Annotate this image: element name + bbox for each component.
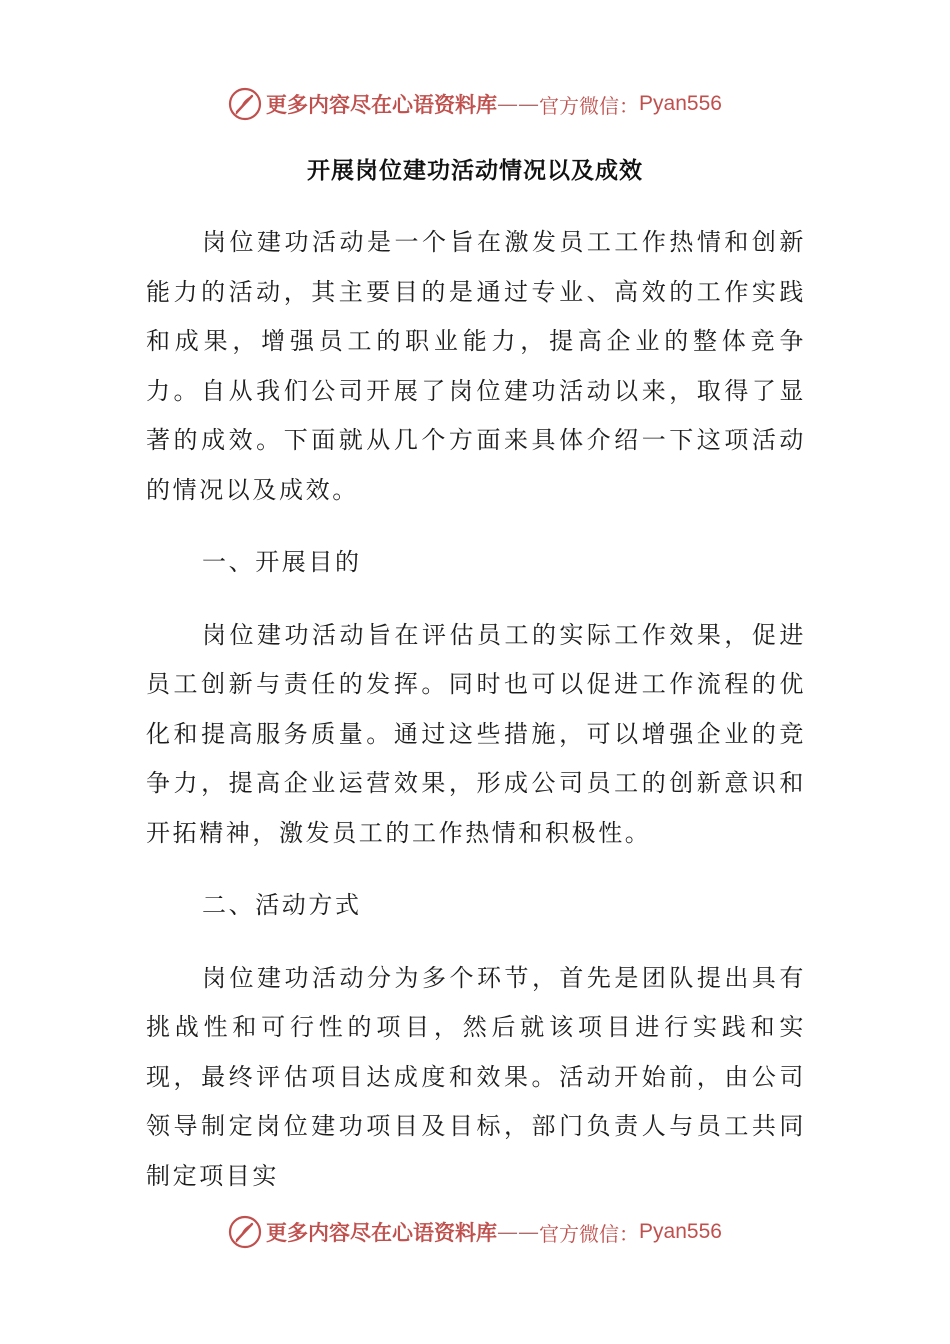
banner-wechat-label: 官方微信：	[539, 93, 640, 118]
section-heading-method: 二、活动方式	[202, 891, 362, 919]
banner-wechat-label: 官方微信：	[539, 1221, 640, 1246]
section-body-purpose: 岗位建功活动旨在评估员工的实际工作效果，促进员工创新与责任的发挥。同时也可以促进工作流程的优化和提高服务质量。通过这些措施，可以增强企业的竞争力，提高企业运营效果，形成公司员工的创新意识和开拓精神，激发员工的工作热情和积极性。	[146, 620, 806, 847]
footer-watermark-banner	[0, 1208, 950, 1256]
banner-wechat-id: Pyan556	[639, 1220, 722, 1243]
document-title: 开展岗位建功活动情况以及成效	[307, 157, 643, 184]
intro-paragraph: 岗位建功活动是一个旨在激发员工工作热情和创新能力的活动，其主要目的是通过专业、高效的工作实践和成果，增强员工的职业能力，提高企业的整体竞争力。自从我们公司开展了岗位建功活动以来，取得了显著的成效。下面就从几个方面来具体介绍一下这项活动的情况以及成效。	[146, 228, 806, 504]
quill-logo-icon	[228, 1215, 262, 1249]
section-body-method: 岗位建功活动分为多个环节，首先是团队提出具有挑战性和可行性的项目，然后就该项目进行实践和实现，最终评估项目达成度和效果。活动开始前，由公司领导制定岗位建功项目及目标，部门负责人与员工共同制定项目实	[146, 963, 806, 1190]
banner-brand-text: 更多内容尽在心语资料库	[266, 1220, 498, 1245]
section-heading-purpose: 一、开展目的	[202, 548, 362, 576]
banner-dash: ——	[497, 92, 540, 116]
banner-dash: ——	[497, 1220, 540, 1244]
banner-wechat-id: Pyan556	[639, 92, 722, 115]
header-watermark-banner	[0, 80, 950, 128]
document-body	[146, 218, 806, 1224]
quill-logo-icon	[228, 87, 262, 121]
banner-brand-text: 更多内容尽在心语资料库	[266, 92, 498, 117]
